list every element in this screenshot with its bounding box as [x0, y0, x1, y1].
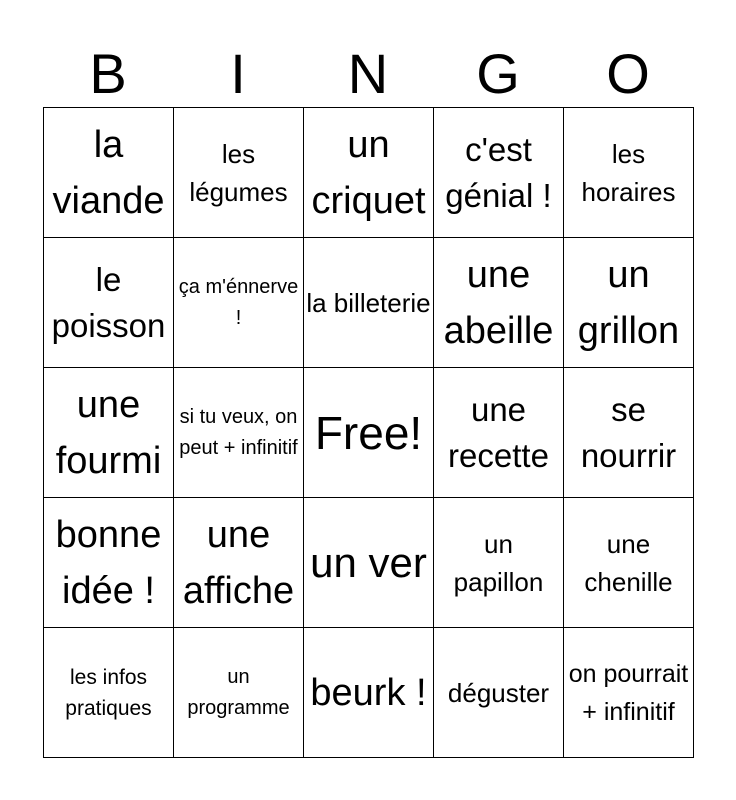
- cell-text: se nourrir: [580, 390, 677, 474]
- cell-text: le poisson: [51, 260, 166, 344]
- cell-text: les horaires: [581, 138, 676, 207]
- header-letter-i: I: [230, 42, 246, 105]
- bingo-cell[interactable]: [304, 498, 434, 628]
- header-letter-b: B: [89, 42, 127, 105]
- bingo-cell[interactable]: [44, 108, 174, 238]
- cell-text: c'est génial !: [445, 130, 552, 214]
- bingo-cell[interactable]: [304, 238, 434, 368]
- cell-text: un grillon: [577, 253, 680, 352]
- bingo-cell[interactable]: [434, 368, 564, 498]
- header-letter-n: N: [347, 42, 389, 105]
- bingo-cell[interactable]: [564, 498, 694, 628]
- bingo-board: [43, 107, 694, 758]
- cell-text: la billeterie: [306, 287, 431, 318]
- cell-text: une recette: [448, 390, 549, 474]
- bingo-cell[interactable]: [174, 628, 304, 758]
- bingo-cell[interactable]: [44, 368, 174, 498]
- bingo-cell[interactable]: [434, 238, 564, 368]
- bingo-header: [43, 40, 693, 108]
- bingo-cell[interactable]: [434, 498, 564, 628]
- cell-text: une abeille: [443, 253, 554, 352]
- header-letter-o: O: [606, 42, 650, 105]
- cell-text: beurk !: [310, 671, 427, 714]
- bingo-cell[interactable]: [564, 238, 694, 368]
- cell-text: ça m'énnerve !: [178, 275, 299, 329]
- header-letter-g: G: [476, 42, 520, 105]
- bingo-cell[interactable]: [564, 108, 694, 238]
- cell-text: les infos pratiques: [65, 665, 152, 720]
- cell-text: un criquet: [311, 123, 426, 222]
- bingo-cell[interactable]: [434, 628, 564, 758]
- bingo-cell[interactable]: [44, 628, 174, 758]
- bingo-cell[interactable]: [174, 238, 304, 368]
- free-space-text: Free!: [314, 406, 423, 459]
- cell-text: une affiche: [182, 513, 295, 612]
- cell-text: la viande: [52, 123, 165, 222]
- cell-text: une fourmi: [55, 383, 162, 482]
- bingo-cell[interactable]: [564, 628, 694, 758]
- cell-text: un ver: [310, 538, 427, 586]
- cell-text: un programme: [187, 665, 290, 719]
- free-space[interactable]: [304, 368, 434, 498]
- cell-text: si tu veux, on peut + infinitif: [179, 405, 298, 459]
- cell-text: bonne idée !: [55, 513, 162, 612]
- cell-text: les légumes: [189, 138, 288, 207]
- bingo-cell[interactable]: [174, 368, 304, 498]
- bingo-cell[interactable]: [434, 108, 564, 238]
- bingo-cell[interactable]: [174, 498, 304, 628]
- cell-text: on pourrait + infinitif: [568, 659, 689, 726]
- bingo-cell[interactable]: [174, 108, 304, 238]
- bingo-cell[interactable]: [564, 368, 694, 498]
- cell-text: une chenille: [584, 528, 673, 597]
- cell-text: un papillon: [453, 528, 544, 597]
- bingo-cell[interactable]: [304, 108, 434, 238]
- bingo-cell[interactable]: [304, 628, 434, 758]
- bingo-cell[interactable]: [44, 498, 174, 628]
- bingo-cell[interactable]: [44, 238, 174, 368]
- cell-text: déguster: [447, 677, 550, 708]
